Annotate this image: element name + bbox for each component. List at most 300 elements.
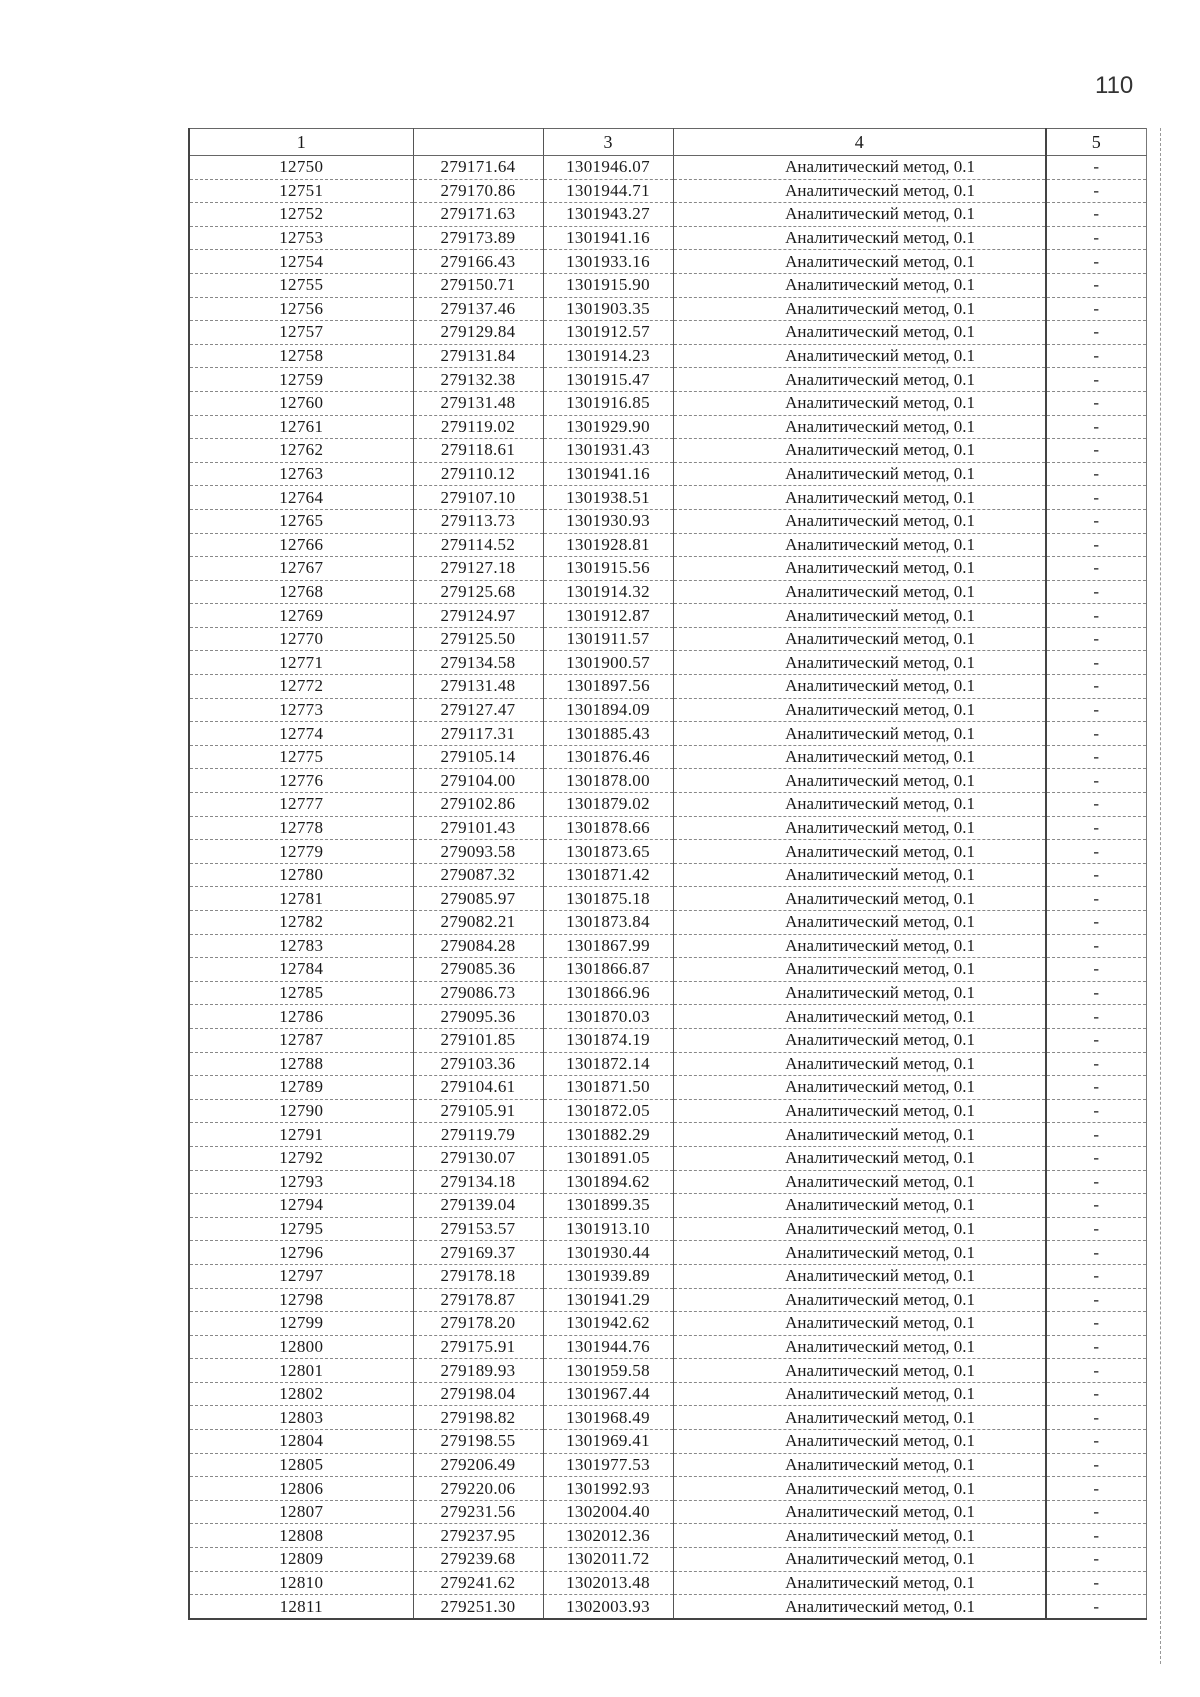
note-cell: - [1046, 745, 1146, 769]
y-coordinate-cell: 1301885.43 [543, 722, 673, 746]
y-coordinate-cell: 1301871.42 [543, 863, 673, 887]
point-number-cell: 12756 [189, 297, 413, 321]
method-cell: Аналитический метод, 0.1 [673, 509, 1046, 533]
x-coordinate-cell: 279137.46 [413, 297, 543, 321]
note-cell: - [1046, 651, 1146, 675]
note-cell: - [1046, 297, 1146, 321]
method-cell: Аналитический метод, 0.1 [673, 1571, 1046, 1595]
y-coordinate-cell: 1301930.44 [543, 1241, 673, 1265]
point-number-cell: 12769 [189, 604, 413, 628]
y-coordinate-cell: 1301992.93 [543, 1477, 673, 1501]
x-coordinate-cell: 279178.18 [413, 1264, 543, 1288]
header-row [189, 129, 1146, 156]
table-row [189, 368, 1146, 392]
y-coordinate-cell: 1301959.58 [543, 1359, 673, 1383]
point-number-cell: 12760 [189, 391, 413, 415]
method-cell: Аналитический метод, 0.1 [673, 958, 1046, 982]
table-row [189, 226, 1146, 250]
note-cell: - [1046, 1217, 1146, 1241]
method-cell: Аналитический метод, 0.1 [673, 1595, 1046, 1619]
x-coordinate-cell: 279241.62 [413, 1571, 543, 1595]
note-cell: - [1046, 1477, 1146, 1501]
method-cell: Аналитический метод, 0.1 [673, 1406, 1046, 1430]
y-coordinate-cell: 1301903.35 [543, 297, 673, 321]
x-coordinate-cell: 279198.82 [413, 1406, 543, 1430]
note-cell: - [1046, 1052, 1146, 1076]
x-coordinate-cell: 279220.06 [413, 1477, 543, 1501]
method-cell: Аналитический метод, 0.1 [673, 580, 1046, 604]
y-coordinate-cell: 1301942.62 [543, 1312, 673, 1336]
point-number-cell: 12795 [189, 1217, 413, 1241]
y-coordinate-cell: 1301866.96 [543, 981, 673, 1005]
x-coordinate-cell: 279131.48 [413, 391, 543, 415]
table-row [189, 250, 1146, 274]
table-row [189, 1146, 1146, 1170]
note-cell: - [1046, 1312, 1146, 1336]
y-coordinate-cell: 1302012.36 [543, 1524, 673, 1548]
x-coordinate-cell: 279105.91 [413, 1099, 543, 1123]
y-coordinate-cell: 1301969.41 [543, 1430, 673, 1454]
y-coordinate-cell: 1301876.46 [543, 745, 673, 769]
x-coordinate-cell: 279093.58 [413, 840, 543, 864]
x-coordinate-cell: 279173.89 [413, 226, 543, 250]
table-row [189, 1170, 1146, 1194]
coordinates-table [188, 128, 1147, 1620]
point-number-cell: 12768 [189, 580, 413, 604]
x-coordinate-cell: 279105.14 [413, 745, 543, 769]
y-coordinate-cell: 1301941.16 [543, 226, 673, 250]
method-cell: Аналитический метод, 0.1 [673, 1359, 1046, 1383]
y-coordinate-cell: 1301915.56 [543, 557, 673, 581]
note-cell: - [1046, 1005, 1146, 1029]
y-coordinate-cell: 1301941.29 [543, 1288, 673, 1312]
method-cell: Аналитический метод, 0.1 [673, 1524, 1046, 1548]
table-row [189, 391, 1146, 415]
note-cell: - [1046, 1264, 1146, 1288]
y-coordinate-cell: 1301911.57 [543, 627, 673, 651]
table-row [189, 557, 1146, 581]
method-cell: Аналитический метод, 0.1 [673, 368, 1046, 392]
x-coordinate-cell: 279082.21 [413, 911, 543, 935]
x-coordinate-cell: 279103.36 [413, 1052, 543, 1076]
table-row [189, 1194, 1146, 1218]
note-cell: - [1046, 368, 1146, 392]
y-coordinate-cell: 1301915.90 [543, 273, 673, 297]
note-cell: - [1046, 1453, 1146, 1477]
table-row [189, 462, 1146, 486]
method-cell: Аналитический метод, 0.1 [673, 863, 1046, 887]
x-coordinate-cell: 279130.07 [413, 1146, 543, 1170]
point-number-cell: 12763 [189, 462, 413, 486]
x-coordinate-cell: 279134.58 [413, 651, 543, 675]
y-coordinate-cell: 1301938.51 [543, 486, 673, 510]
note-cell: - [1046, 509, 1146, 533]
point-number-cell: 12806 [189, 1477, 413, 1501]
note-cell: - [1046, 1146, 1146, 1170]
y-coordinate-cell: 1301943.27 [543, 203, 673, 227]
point-number-cell: 12753 [189, 226, 413, 250]
point-number-cell: 12783 [189, 934, 413, 958]
note-cell: - [1046, 156, 1146, 180]
x-coordinate-cell: 279095.36 [413, 1005, 543, 1029]
y-coordinate-cell: 1301870.03 [543, 1005, 673, 1029]
method-cell: Аналитический метод, 0.1 [673, 156, 1046, 180]
table-row [189, 698, 1146, 722]
table-row [189, 1288, 1146, 1312]
note-cell: - [1046, 1170, 1146, 1194]
note-cell: - [1046, 1076, 1146, 1100]
x-coordinate-cell: 279198.04 [413, 1382, 543, 1406]
point-number-cell: 12802 [189, 1382, 413, 1406]
method-cell: Аналитический метод, 0.1 [673, 1335, 1046, 1359]
point-number-cell: 12792 [189, 1146, 413, 1170]
method-cell: Аналитический метод, 0.1 [673, 250, 1046, 274]
method-cell: Аналитический метод, 0.1 [673, 722, 1046, 746]
note-cell: - [1046, 415, 1146, 439]
table-row [189, 1099, 1146, 1123]
table-row [189, 911, 1146, 935]
table-header [189, 129, 1146, 156]
note-cell: - [1046, 887, 1146, 911]
x-coordinate-cell: 279086.73 [413, 981, 543, 1005]
x-coordinate-cell: 279231.56 [413, 1500, 543, 1524]
y-coordinate-cell: 1301933.16 [543, 250, 673, 274]
point-number-cell: 12785 [189, 981, 413, 1005]
point-number-cell: 12774 [189, 722, 413, 746]
table-row [189, 745, 1146, 769]
note-cell: - [1046, 911, 1146, 935]
x-coordinate-cell: 279132.38 [413, 368, 543, 392]
point-number-cell: 12809 [189, 1548, 413, 1572]
point-number-cell: 12771 [189, 651, 413, 675]
y-coordinate-cell: 1301871.50 [543, 1076, 673, 1100]
y-coordinate-cell: 1301891.05 [543, 1146, 673, 1170]
point-number-cell: 12801 [189, 1359, 413, 1383]
table-row [189, 486, 1146, 510]
method-cell: Аналитический метод, 0.1 [673, 981, 1046, 1005]
note-cell: - [1046, 273, 1146, 297]
method-cell: Аналитический метод, 0.1 [673, 179, 1046, 203]
note-cell: - [1046, 769, 1146, 793]
x-coordinate-cell: 279102.86 [413, 793, 543, 817]
point-number-cell: 12803 [189, 1406, 413, 1430]
y-coordinate-cell: 1301897.56 [543, 675, 673, 699]
y-coordinate-cell: 1301873.84 [543, 911, 673, 935]
y-coordinate-cell: 1301946.07 [543, 156, 673, 180]
method-cell: Аналитический метод, 0.1 [673, 604, 1046, 628]
note-cell: - [1046, 321, 1146, 345]
x-coordinate-cell: 279251.30 [413, 1595, 543, 1619]
y-coordinate-cell: 1302004.40 [543, 1500, 673, 1524]
x-coordinate-cell: 279166.43 [413, 250, 543, 274]
point-number-cell: 12772 [189, 675, 413, 699]
y-coordinate-cell: 1301912.87 [543, 604, 673, 628]
table-row [189, 934, 1146, 958]
table-row [189, 321, 1146, 345]
table-row [189, 297, 1146, 321]
x-coordinate-cell: 279113.73 [413, 509, 543, 533]
table-row [189, 179, 1146, 203]
y-coordinate-cell: 1301941.16 [543, 462, 673, 486]
y-coordinate-cell: 1301878.66 [543, 816, 673, 840]
x-coordinate-cell: 279169.37 [413, 1241, 543, 1265]
y-coordinate-cell: 1301872.14 [543, 1052, 673, 1076]
table-row [189, 769, 1146, 793]
x-coordinate-cell: 279104.61 [413, 1076, 543, 1100]
y-coordinate-cell: 1302013.48 [543, 1571, 673, 1595]
x-coordinate-cell: 279178.20 [413, 1312, 543, 1336]
point-number-cell: 12790 [189, 1099, 413, 1123]
table-row [189, 509, 1146, 533]
point-number-cell: 12786 [189, 1005, 413, 1029]
table-row [189, 1052, 1146, 1076]
note-cell: - [1046, 722, 1146, 746]
x-coordinate-cell: 279239.68 [413, 1548, 543, 1572]
note-cell: - [1046, 203, 1146, 227]
table-row [189, 1076, 1146, 1100]
point-number-cell: 12775 [189, 745, 413, 769]
x-coordinate-cell: 279237.95 [413, 1524, 543, 1548]
note-cell: - [1046, 391, 1146, 415]
x-coordinate-cell: 279125.50 [413, 627, 543, 651]
table-row [189, 415, 1146, 439]
x-coordinate-cell: 279114.52 [413, 533, 543, 557]
point-number-cell: 12781 [189, 887, 413, 911]
y-coordinate-cell: 1301915.47 [543, 368, 673, 392]
y-coordinate-cell: 1301913.10 [543, 1217, 673, 1241]
table-body [189, 156, 1146, 1619]
y-coordinate-cell: 1301930.93 [543, 509, 673, 533]
y-coordinate-cell: 1301872.05 [543, 1099, 673, 1123]
x-coordinate-cell: 279153.57 [413, 1217, 543, 1241]
x-coordinate-cell: 279134.18 [413, 1170, 543, 1194]
point-number-cell: 12787 [189, 1028, 413, 1052]
note-cell: - [1046, 816, 1146, 840]
y-coordinate-cell: 1301968.49 [543, 1406, 673, 1430]
note-cell: - [1046, 557, 1146, 581]
y-coordinate-cell: 1301928.81 [543, 533, 673, 557]
table-row [189, 273, 1146, 297]
point-number-cell: 12784 [189, 958, 413, 982]
y-coordinate-cell: 1301939.89 [543, 1264, 673, 1288]
point-number-cell: 12773 [189, 698, 413, 722]
table-row [189, 981, 1146, 1005]
y-coordinate-cell: 1301914.23 [543, 344, 673, 368]
point-number-cell: 12791 [189, 1123, 413, 1147]
column-header-1: 1 [189, 129, 413, 156]
point-number-cell: 12793 [189, 1170, 413, 1194]
method-cell: Аналитический метод, 0.1 [673, 1453, 1046, 1477]
note-cell: - [1046, 1500, 1146, 1524]
y-coordinate-cell: 1301882.29 [543, 1123, 673, 1147]
x-coordinate-cell: 279084.28 [413, 934, 543, 958]
y-coordinate-cell: 1301977.53 [543, 1453, 673, 1477]
note-cell: - [1046, 1548, 1146, 1572]
method-cell: Аналитический метод, 0.1 [673, 486, 1046, 510]
table-row [189, 1241, 1146, 1265]
y-coordinate-cell: 1301944.71 [543, 179, 673, 203]
x-coordinate-cell: 279125.68 [413, 580, 543, 604]
note-cell: - [1046, 179, 1146, 203]
table-row [189, 793, 1146, 817]
table-row [189, 651, 1146, 675]
point-number-cell: 12794 [189, 1194, 413, 1218]
x-coordinate-cell: 279129.84 [413, 321, 543, 345]
table-row [189, 580, 1146, 604]
x-coordinate-cell: 279127.47 [413, 698, 543, 722]
table-row [189, 439, 1146, 463]
method-cell: Аналитический метод, 0.1 [673, 1076, 1046, 1100]
note-cell: - [1046, 1335, 1146, 1359]
page-number: 110 [1095, 72, 1134, 99]
x-coordinate-cell: 279119.79 [413, 1123, 543, 1147]
note-cell: - [1046, 1382, 1146, 1406]
method-cell: Аналитический метод, 0.1 [673, 1241, 1046, 1265]
table-row [189, 1005, 1146, 1029]
note-cell: - [1046, 1406, 1146, 1430]
note-cell: - [1046, 698, 1146, 722]
x-coordinate-cell: 279189.93 [413, 1359, 543, 1383]
column-header-4: 4 [673, 129, 1046, 156]
note-cell: - [1046, 627, 1146, 651]
method-cell: Аналитический метод, 0.1 [673, 1217, 1046, 1241]
method-cell: Аналитический метод, 0.1 [673, 391, 1046, 415]
table-row [189, 627, 1146, 651]
note-cell: - [1046, 344, 1146, 368]
point-number-cell: 12754 [189, 250, 413, 274]
point-number-cell: 12761 [189, 415, 413, 439]
y-coordinate-cell: 1301912.57 [543, 321, 673, 345]
method-cell: Аналитический метод, 0.1 [673, 911, 1046, 935]
method-cell: Аналитический метод, 0.1 [673, 1170, 1046, 1194]
table-row [189, 816, 1146, 840]
note-cell: - [1046, 1028, 1146, 1052]
y-coordinate-cell: 1301900.57 [543, 651, 673, 675]
x-coordinate-cell: 279198.55 [413, 1430, 543, 1454]
note-cell: - [1046, 934, 1146, 958]
y-coordinate-cell: 1301929.90 [543, 415, 673, 439]
y-coordinate-cell: 1301874.19 [543, 1028, 673, 1052]
table-row [189, 1500, 1146, 1524]
y-coordinate-cell: 1301879.02 [543, 793, 673, 817]
note-cell: - [1046, 1123, 1146, 1147]
method-cell: Аналитический метод, 0.1 [673, 415, 1046, 439]
table-row [189, 1264, 1146, 1288]
point-number-cell: 12752 [189, 203, 413, 227]
method-cell: Аналитический метод, 0.1 [673, 745, 1046, 769]
note-cell: - [1046, 981, 1146, 1005]
x-coordinate-cell: 279085.36 [413, 958, 543, 982]
point-number-cell: 12810 [189, 1571, 413, 1595]
point-number-cell: 12807 [189, 1500, 413, 1524]
table-row [189, 958, 1146, 982]
point-number-cell: 12805 [189, 1453, 413, 1477]
x-coordinate-cell: 279087.32 [413, 863, 543, 887]
method-cell: Аналитический метод, 0.1 [673, 1430, 1046, 1454]
table-row [189, 1382, 1146, 1406]
note-cell: - [1046, 863, 1146, 887]
point-number-cell: 12798 [189, 1288, 413, 1312]
x-coordinate-cell: 279131.84 [413, 344, 543, 368]
method-cell: Аналитический метод, 0.1 [673, 297, 1046, 321]
y-coordinate-cell: 1302003.93 [543, 1595, 673, 1619]
method-cell: Аналитический метод, 0.1 [673, 627, 1046, 651]
point-number-cell: 12759 [189, 368, 413, 392]
point-number-cell: 12777 [189, 793, 413, 817]
table-row [189, 1359, 1146, 1383]
method-cell: Аналитический метод, 0.1 [673, 934, 1046, 958]
y-coordinate-cell: 1301944.76 [543, 1335, 673, 1359]
table-row [189, 1524, 1146, 1548]
note-cell: - [1046, 793, 1146, 817]
method-cell: Аналитический метод, 0.1 [673, 1052, 1046, 1076]
y-coordinate-cell: 1301967.44 [543, 1382, 673, 1406]
note-cell: - [1046, 958, 1146, 982]
x-coordinate-cell: 279206.49 [413, 1453, 543, 1477]
note-cell: - [1046, 250, 1146, 274]
table-row [189, 1453, 1146, 1477]
note-cell: - [1046, 1288, 1146, 1312]
page-edge-line [1160, 128, 1161, 1664]
y-coordinate-cell: 1301894.62 [543, 1170, 673, 1194]
method-cell: Аналитический метод, 0.1 [673, 1005, 1046, 1029]
method-cell: Аналитический метод, 0.1 [673, 1312, 1046, 1336]
method-cell: Аналитический метод, 0.1 [673, 321, 1046, 345]
table-row [189, 1123, 1146, 1147]
table-row [189, 1430, 1146, 1454]
table-row [189, 887, 1146, 911]
note-cell: - [1046, 1430, 1146, 1454]
method-cell: Аналитический метод, 0.1 [673, 816, 1046, 840]
method-cell: Аналитический метод, 0.1 [673, 557, 1046, 581]
x-coordinate-cell: 279119.02 [413, 415, 543, 439]
method-cell: Аналитический метод, 0.1 [673, 651, 1046, 675]
point-number-cell: 12764 [189, 486, 413, 510]
point-number-cell: 12800 [189, 1335, 413, 1359]
x-coordinate-cell: 279171.64 [413, 156, 543, 180]
y-coordinate-cell: 1301878.00 [543, 769, 673, 793]
x-coordinate-cell: 279131.48 [413, 675, 543, 699]
y-coordinate-cell: 1301866.87 [543, 958, 673, 982]
note-cell: - [1046, 226, 1146, 250]
point-number-cell: 12796 [189, 1241, 413, 1265]
coordinates-table-container [188, 128, 1145, 1620]
x-coordinate-cell: 279150.71 [413, 273, 543, 297]
point-number-cell: 12779 [189, 840, 413, 864]
note-cell: - [1046, 675, 1146, 699]
y-coordinate-cell: 1301894.09 [543, 698, 673, 722]
x-coordinate-cell: 279101.43 [413, 816, 543, 840]
note-cell: - [1046, 1571, 1146, 1595]
point-number-cell: 12799 [189, 1312, 413, 1336]
x-coordinate-cell: 279118.61 [413, 439, 543, 463]
point-number-cell: 12808 [189, 1524, 413, 1548]
method-cell: Аналитический метод, 0.1 [673, 226, 1046, 250]
method-cell: Аналитический метод, 0.1 [673, 1500, 1046, 1524]
note-cell: - [1046, 1595, 1146, 1619]
method-cell: Аналитический метод, 0.1 [673, 344, 1046, 368]
method-cell: Аналитический метод, 0.1 [673, 769, 1046, 793]
method-cell: Аналитический метод, 0.1 [673, 1477, 1046, 1501]
point-number-cell: 12789 [189, 1076, 413, 1100]
method-cell: Аналитический метод, 0.1 [673, 273, 1046, 297]
x-coordinate-cell: 279104.00 [413, 769, 543, 793]
method-cell: Аналитический метод, 0.1 [673, 1548, 1046, 1572]
y-coordinate-cell: 1301916.85 [543, 391, 673, 415]
column-header-3: 3 [543, 129, 673, 156]
table-row [189, 1548, 1146, 1572]
table-row [189, 156, 1146, 180]
